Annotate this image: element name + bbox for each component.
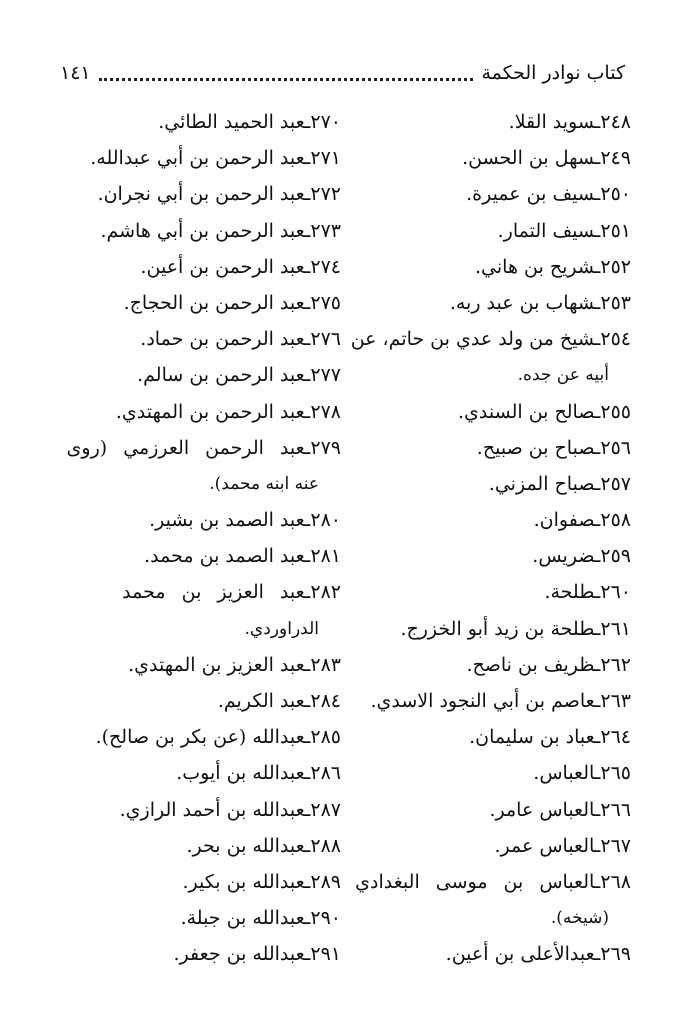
- list-item-continuation: عنه ابنه محمد).: [209, 473, 319, 494]
- list-item: ٢٧٣ـعبد الرحمن بن أبي هاشم.: [100, 219, 341, 242]
- list-item: ٢٦٨ـالعباس بن موسى البغدادي: [355, 870, 631, 893]
- list-item: ٢٧٠ـعبد الحميد الطائي.: [158, 111, 341, 133]
- list-item: ٢٥٤ـشيخ من ولد عدي بن حاتم، عن: [350, 328, 631, 351]
- list-item: ٢٨٤ـعبد الكريم.: [217, 690, 341, 712]
- list-item: ٢٥٠ـسيف بن عميرة.: [466, 183, 631, 206]
- list-item: ٢٨٧ـعبدالله بن أحمد الرازي.: [119, 798, 341, 821]
- list-item: ٢٨٩ـعبدالله بن بكير.: [182, 870, 341, 893]
- list-item: ٢٧١ـعبد الرحمن بن أبي عبدالله.: [90, 147, 341, 170]
- list-item: ٢٩١ـعبدالله بن جعفر.: [173, 943, 341, 966]
- list-item-continuation: أبيه عن جده.: [517, 365, 609, 386]
- list-item: ٢٦٠ـطلحة.: [544, 581, 631, 604]
- right-column: [350, 104, 631, 973]
- list-item: ٢٥٧ـصباح المزني.: [488, 472, 631, 495]
- list-item: ٢٥١ـسيف التمار.: [497, 219, 631, 242]
- list-item: ٢٦٢ـظريف بن ناصح.: [466, 653, 631, 676]
- list-item: ٢٤٨ـسويد القلا.: [508, 111, 631, 133]
- left-column: [66, 104, 341, 973]
- list-item: ٢٦٣ـعاصم بن أبي النجود الاسدي.: [370, 690, 631, 712]
- list-item: ٢٥٢ـشريح بن هاني.: [475, 255, 631, 278]
- list-item: ٢٨٠ـعبد الصمد بن بشير.: [149, 509, 341, 532]
- leader-dots: [99, 78, 474, 81]
- list-item: ٢٥٥ـصالح بن السندي.: [458, 400, 631, 423]
- list-item: ٢٦٥ـالعباس.: [533, 762, 631, 785]
- list-item: ٢٧٤ـعبد الرحمن بن أعين.: [140, 255, 341, 278]
- list-item: ٢٦١ـطلحة بن زيد أبو الخزرج.: [400, 617, 631, 640]
- list-item: ٢٧٩ـعبد الرحمن العرزمي (روى: [66, 436, 341, 459]
- list-item: ٢٩٠ـعبدالله بن جبلة.: [180, 907, 341, 930]
- list-item: ٢٧٨ـعبد الرحمن بن المهتدي.: [115, 400, 341, 423]
- list-item: ٢٦٩ـعبدالأعلى بن أعين.: [445, 943, 631, 966]
- list-item: ٢٨١ـعبد الصمد بن محمد.: [144, 545, 341, 568]
- list-item: ٢٨٢ـعبد العزيز بن محمد: [122, 581, 341, 604]
- page-number: ١٤١: [60, 62, 91, 84]
- list-item-continuation: الدراوردي.: [244, 618, 319, 639]
- list-item: ٢٨٣ـعبد العزيز بن المهتدي.: [128, 653, 341, 676]
- list-item: ٢٧٧ـعبد الرحمن بن سالم.: [137, 364, 341, 387]
- list-item: ٢٦٦ـالعباس عامر.: [489, 798, 631, 821]
- list-item: ٢٨٦ـعبدالله بن أيوب.: [176, 762, 341, 785]
- list-item: ٢٧٦ـعبد الرحمن بن حماد.: [140, 328, 341, 351]
- book-title: كتاب نوادر الحكمة: [481, 62, 625, 84]
- list-item: ٢٥٨ـصفوان.: [533, 509, 631, 532]
- list-item: ٢٦٧ـالعباس عمر.: [494, 834, 631, 857]
- page-header: [60, 58, 625, 88]
- list-item: ٢٥٩ـضريس.: [532, 545, 631, 568]
- list-item-continuation: (شيخه).: [550, 908, 609, 929]
- list-item: ٢٤٩ـسهل بن الحسن.: [462, 147, 631, 170]
- list-item: ٢٧٢ـعبد الرحمن بن أبي نجران.: [97, 183, 341, 206]
- list-item: ٢٦٤ـعباد بن سليمان.: [469, 726, 631, 749]
- list-item: ٢٨٥ـعبدالله (عن بكر بن صالح).: [95, 726, 341, 749]
- list-item: ٢٧٥ـعبد الرحمن بن الحجاج.: [123, 291, 341, 314]
- list-item: ٢٥٣ـشهاب بن عبد ربه.: [449, 291, 631, 314]
- list-item: ٢٥٦ـصباح بن صبيح.: [476, 436, 631, 459]
- list-item: ٢٨٨ـعبدالله بن بحر.: [186, 834, 341, 857]
